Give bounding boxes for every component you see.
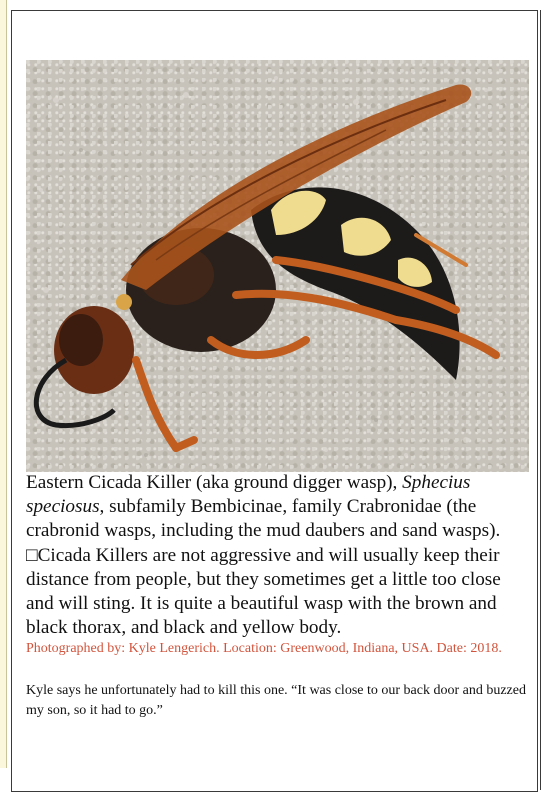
species-name: Sphecius speciosus [26,472,471,518]
caption-text-rest: , subfamily Bembicinae, family Crabronidae (the crabronid wasps, including the mud daubers and sand wasps). □Cicada Killers are not aggressive and will usually keep their distance from people, but they sometimes get a little too close and will sting. It is quite a beautiful wasp with the brown and black thorax, and black and yellow body. [26,496,501,639]
cicada-killer-photo [26,60,529,472]
right-frame-edge [540,10,550,790]
page-left-border [0,0,7,768]
photographer-note: Kyle says he unfortunately had to kill this one. “It was close to our back door and buzzed my son, so it had to go.” [26,683,526,718]
photo-caption [26,471,532,640]
caption-text-start: Eastern Cicada Killer (aka ground digger wasp), [26,472,403,493]
photo-credit: Photographed by: Kyle Lengerich. Location: Greenwood, Indiana, USA. Date: 2018. [26,641,502,656]
wasp-leg [136,360,176,448]
